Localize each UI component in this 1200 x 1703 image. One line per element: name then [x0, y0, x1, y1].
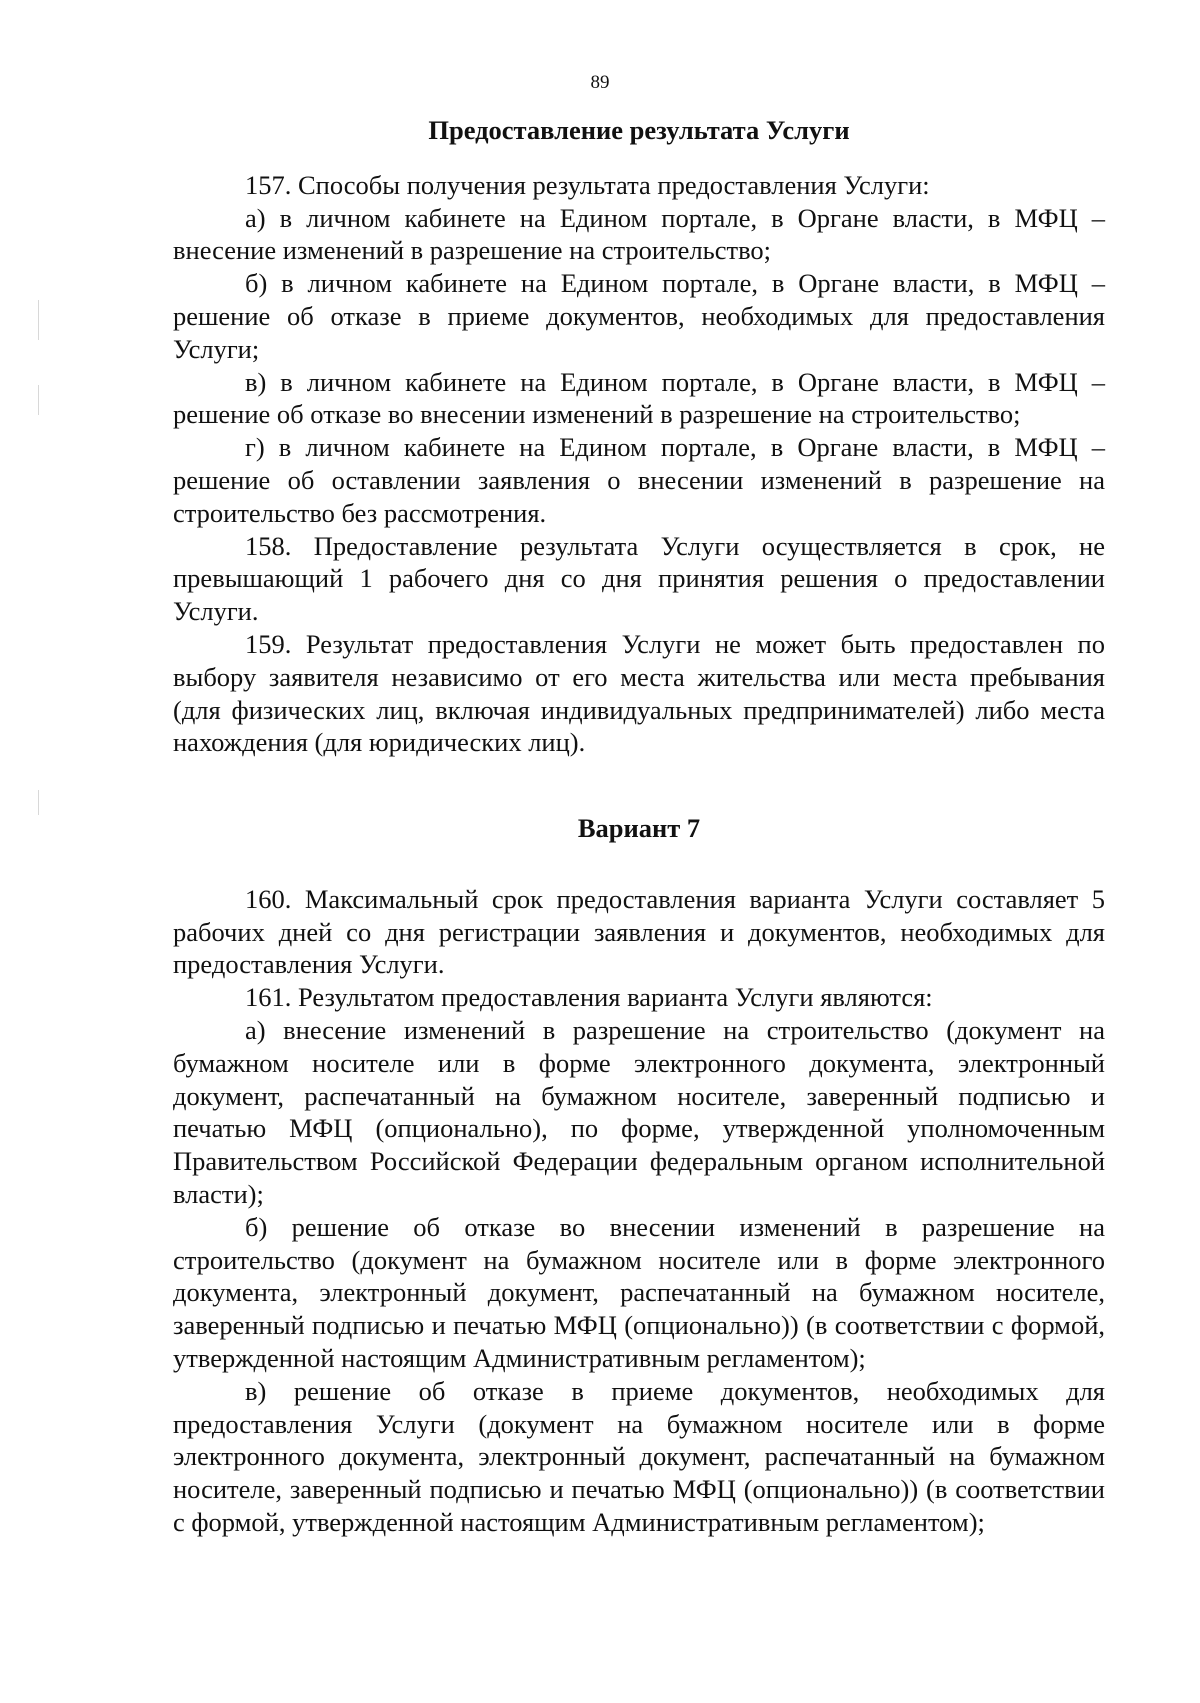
list-item-157v: в) в личном кабинете на Едином портале, в Органе власти, в МФЦ – решение об отказе во внесении изменений в разрешение на строительство; [173, 366, 1105, 430]
scan-artifact [38, 300, 39, 340]
paragraph-161: 161. Результатом предоставления варианта Услуги являются: [245, 982, 933, 1013]
section-variant-7 [173, 812, 1105, 1539]
scan-artifact [38, 790, 39, 815]
page-number: 89 [590, 72, 610, 93]
scan-artifact [38, 385, 39, 415]
paragraph-158: 158. Предоставление результата Услуги осуществляется в срок, не превышающий 1 рабочего дня со дня принятия решения о предоставлении Услуги. [173, 530, 1105, 627]
list-item-157a: а) в личном кабинете на Едином портале, в Органе власти, в МФЦ – внесение изменений в разрешение на строительство; [173, 202, 1105, 266]
list-item-157g: г) в личном кабинете на Едином портале, в Органе власти, в МФЦ – решение об оставлении заявления о внесении изменений в разрешение на строительство без рассмотрения. [173, 432, 1105, 528]
paragraph-160: 160. Максимальный срок предоставления варианта Услуги составляет 5 рабочих дней со дня регистрации заявления и документов, необходимых для предоставления Услуги. [173, 883, 1105, 980]
paragraph-159: 159. Результат предоставления Услуги не может быть предоставлен по выбору заявителя независимо от его места жительства или места пребывания (для физических лиц, включая индивидуальных предпринимателей) либо места нахождения (для юридических лиц). [173, 628, 1105, 758]
list-item-161b: б) решение об отказе во внесении изменений в разрешение на строительство (документ на бумажном носителе или в форме электронного документа, электронный документ, распечатанный на бумажном носителе, заверенный подписью и печатью МФЦ (опционально)) (в соответствии с формой, утвержденной настоящим Административным регламентом); [173, 1211, 1105, 1373]
section-result-delivery [173, 114, 1105, 759]
section-heading: Предоставление результата Услуги [428, 115, 850, 145]
list-item-157b: б) в личном кабинете на Едином портале, в Органе власти, в МФЦ – решение об отказе в приеме документов, необходимых для предоставления Услуги; [173, 268, 1105, 364]
section-heading: Вариант 7 [577, 813, 701, 843]
list-item-161a: а) внесение изменений в разрешение на строительство (документ на бумажном носителе или в форме электронного документа, электронный документ, распечатанный на бумажном носителе, заверенный подписью и печатью МФЦ (опционально), по форме, утвержденной уполномоченным Правительством Российской Федерации федеральным органом исполнительной власти); [173, 1014, 1105, 1209]
list-item-161v: в) решение об отказе в приеме документов, необходимых для предоставления Услуги (документ на бумажном носителе или в форме электронного документа, электронный документ, распечатанный на бумажном носителе, заверенный подписью и печатью МФЦ (опционально)) (в соответствии с формой, утвержденной настоящим Административным регламентом); [173, 1375, 1105, 1537]
paragraph-157: 157. Способы получения результата предоставления Услуги: [245, 169, 930, 200]
